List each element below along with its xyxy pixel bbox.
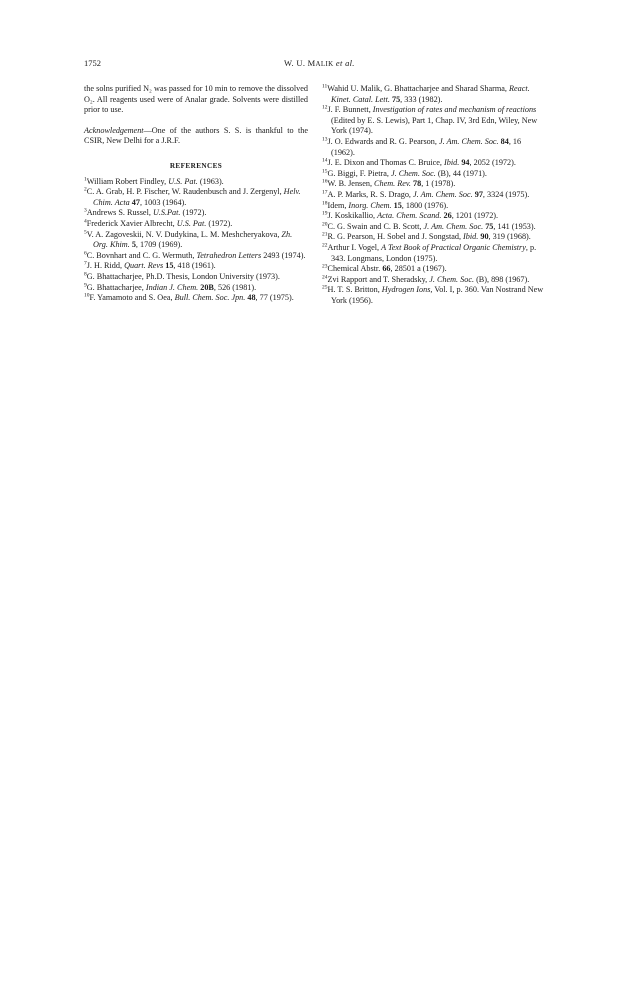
experimental-paragraph: the solns purified N₂ was passed for 10 min to remove the dissolved O₂. All reagents used were of Analar grade. Solvents were distilled prior to use. xyxy=(84,84,308,115)
reference-item xyxy=(322,275,544,286)
reference-authors: V. A. Zagoveskii, N. V. Dudykina, L. M. Meshcheryakova, xyxy=(86,229,282,239)
reference-details: , 1709 (1969). xyxy=(135,240,183,250)
reference-details: , 1800 (1976). xyxy=(401,200,449,210)
reference-volume: 97 xyxy=(474,189,483,199)
reference-authors: J. Koskikallio, xyxy=(327,211,378,221)
reference-details: 2493 (1974). xyxy=(261,250,306,260)
reference-item xyxy=(84,283,308,294)
reference-authors: G. Bhattacharjee, Ph.D. Thesis, London University (1973). xyxy=(86,271,280,281)
reference-item xyxy=(322,243,544,264)
reference-authors: G. Bhattacharjee, xyxy=(86,282,146,292)
reference-number: 8 xyxy=(84,271,87,278)
reference-item xyxy=(84,177,308,188)
reference-source: Inorg. Chem. xyxy=(348,200,392,210)
reference-source: U.S. Pat. xyxy=(168,176,198,186)
reference-number: 4 xyxy=(84,218,87,225)
reference-number: 12 xyxy=(322,104,328,111)
reference-details: (B), 44 (1971). xyxy=(435,168,487,178)
reference-details: , 333 (1982). xyxy=(400,94,443,104)
reference-authors: A. P. Marks, R. S. Drago, xyxy=(327,189,414,199)
reference-source: J. Chem. Soc. xyxy=(390,168,436,178)
reference-details: , 3324 (1975). xyxy=(482,189,530,199)
reference-number: 25 xyxy=(322,284,328,291)
references-list-right xyxy=(322,84,544,306)
reference-number: 5 xyxy=(84,228,87,235)
acknowledgement-label: Acknowledgement xyxy=(84,125,144,135)
reference-item xyxy=(322,190,544,201)
reference-item xyxy=(84,261,308,272)
reference-source: Tetrahedron Letters xyxy=(196,250,262,260)
reference-volume: 48 xyxy=(247,293,256,303)
reference-number: 11 xyxy=(322,83,328,90)
reference-details: , 526 (1981). xyxy=(213,282,257,292)
references-heading: REFERENCES xyxy=(169,161,223,170)
reference-number: 9 xyxy=(84,281,87,288)
reference-item xyxy=(322,211,544,222)
reference-details: , 1201 (1972). xyxy=(451,211,499,221)
reference-authors: C. Bovnhart and C. G. Wermuth, xyxy=(86,250,197,260)
reference-authors: J. F. Bunnett, xyxy=(327,105,373,115)
reference-number: 15 xyxy=(322,168,328,175)
acknowledgement-text: —One of the authors S. S. is thankful to the CSIR, New Delhi for a J.R.F. xyxy=(84,125,308,146)
reference-volume: 94 xyxy=(461,158,470,168)
reference-item xyxy=(322,285,544,306)
reference-source: U.S.Pat. xyxy=(152,208,181,218)
reference-authors: Frederick Xavier Albrecht, xyxy=(86,218,177,228)
reference-details: , 77 (1975). xyxy=(255,293,294,303)
reference-source: Chem. Rev. xyxy=(374,179,411,189)
reference-authors: C. A. Grab, H. P. Fischer, W. Raudenbusch and J. Zergenyl, xyxy=(86,187,284,197)
reference-number: 21 xyxy=(322,231,328,238)
reference-authors: William Robert Findley, xyxy=(86,176,169,186)
reference-number: 17 xyxy=(322,189,328,196)
reference-source: Hydrogen Ions xyxy=(381,285,431,295)
reference-source: Indian J. Chem. xyxy=(145,282,199,292)
reference-authors: Idem, xyxy=(327,200,349,210)
page-header xyxy=(84,56,538,70)
reference-item xyxy=(322,158,544,169)
reference-volume: 90 xyxy=(480,232,489,242)
reference-details: (1963). xyxy=(197,176,224,186)
reference-volume: 15 xyxy=(165,261,174,271)
reference-source: U.S. Pat. xyxy=(176,218,207,228)
reference-number: 20 xyxy=(322,220,328,227)
reference-authors: Zvi Rapport and T. Sheradsky, xyxy=(327,274,430,284)
reference-source: React. Kinet. Catal. Lett. xyxy=(331,84,530,104)
reference-authors: Wahid U. Malik, G. Bhattacharjee and Sharad Sharma, xyxy=(327,84,509,93)
reference-item xyxy=(322,264,544,275)
reference-item xyxy=(84,208,308,219)
reference-authors: W. B. Jensen, xyxy=(327,179,375,189)
page-number: 1752 xyxy=(84,58,101,68)
reference-details: , 2052 (1972). xyxy=(469,158,516,168)
reference-authors: J. O. Edwards and R. G. Pearson, xyxy=(327,136,439,146)
reference-volume: 75 xyxy=(391,94,401,104)
reference-volume: 84 xyxy=(500,136,509,146)
reference-authors: H. T. S. Britton, xyxy=(327,285,382,295)
left-column xyxy=(84,84,308,304)
reference-item xyxy=(322,201,544,212)
reference-number: 19 xyxy=(322,210,328,217)
reference-item xyxy=(84,187,308,208)
reference-number: 6 xyxy=(84,249,87,256)
acknowledgement-paragraph xyxy=(84,126,308,147)
reference-item xyxy=(322,137,544,158)
reference-number: 18 xyxy=(322,199,328,206)
reference-item xyxy=(84,230,308,251)
reference-volume: 26 xyxy=(443,211,452,221)
reference-details: , 1003 (1964). xyxy=(139,197,187,207)
reference-item xyxy=(322,179,544,190)
reference-volume: 75 xyxy=(485,221,494,231)
reference-details: , 141 (1953). xyxy=(493,221,536,231)
reference-details: , Vol. I, p. 360. Van Nostrand New York (1956). xyxy=(331,285,544,305)
reference-number: 13 xyxy=(322,136,328,143)
reference-volume: 78 xyxy=(413,179,422,189)
reference-item xyxy=(84,219,308,230)
reference-number: 1 xyxy=(84,175,87,182)
reference-item xyxy=(84,272,308,283)
reference-number: 10 xyxy=(84,292,90,299)
reference-authors: R. G. Pearson, H. Sobel and J. Songstad, xyxy=(327,232,464,242)
reference-source: Bull. Chem. Soc. Jpn. xyxy=(174,293,246,303)
reference-source: A Text Book of Practical Organic Chemistry xyxy=(381,242,526,252)
reference-source: Quart. Revs xyxy=(124,261,164,271)
reference-number: 7 xyxy=(84,260,87,267)
reference-number: 3 xyxy=(84,207,87,214)
reference-source: Ibid. xyxy=(463,232,479,242)
reference-source: J. Am. Chem. Soc. xyxy=(423,221,484,231)
reference-details: (B), 898 (1967). xyxy=(474,274,530,284)
reference-number: 24 xyxy=(322,273,328,280)
reference-authors: J. H. Ridd, xyxy=(86,261,125,271)
reference-source: J. Chem. Soc. xyxy=(429,274,475,284)
reference-authors: F. Yamamoto and S. Oea, xyxy=(89,293,175,303)
reference-details: , 418 (1961). xyxy=(173,261,216,271)
reference-volume: 5 xyxy=(131,240,136,250)
reference-details: (1972). xyxy=(180,208,207,218)
reference-volume: 47 xyxy=(131,197,140,207)
reference-details: , 28501 a (1967). xyxy=(390,264,447,274)
reference-item xyxy=(322,232,544,243)
reference-source: Helv. Chim. Acta xyxy=(93,187,301,207)
reference-source: J. Am. Chem. Soc. xyxy=(438,136,499,146)
reference-source: J. Am. Chem. Soc. xyxy=(413,189,473,199)
reference-source: Investigation of rates and mechanism of reactions xyxy=(372,105,537,115)
reference-number: 23 xyxy=(322,263,328,270)
reference-authors: C. G. Swain and C. B. Scott, xyxy=(327,221,424,231)
reference-details: , 1 (1978). xyxy=(421,179,456,189)
references-list-left xyxy=(84,177,308,304)
reference-item xyxy=(322,222,544,233)
reference-item xyxy=(322,105,544,137)
reference-details: , 16 (1962). xyxy=(331,136,522,157)
reference-details: (1972). xyxy=(206,218,233,228)
reference-source: Acta. Chem. Scand. xyxy=(377,211,442,221)
reference-number: 16 xyxy=(322,178,328,185)
right-column xyxy=(322,84,544,306)
reference-item xyxy=(322,84,544,105)
reference-item xyxy=(84,251,308,262)
reference-number: 22 xyxy=(322,242,328,249)
reference-volume: 66 xyxy=(382,264,391,274)
reference-authors: J. E. Dixon and Thomas C. Bruice, xyxy=(327,158,445,168)
reference-number: 14 xyxy=(322,157,328,164)
reference-number: 2 xyxy=(84,186,87,193)
reference-source: Ibid. xyxy=(444,158,460,168)
reference-authors: Chemical Abstr. xyxy=(327,264,383,274)
reference-details: , 319 (1968). xyxy=(488,232,531,242)
reference-authors: Andrews S. Russel, xyxy=(86,208,153,218)
reference-volume: 15 xyxy=(393,200,402,210)
running-head: W. U. MALIK et al. xyxy=(284,58,355,68)
reference-volume: 20B xyxy=(200,282,214,292)
reference-authors: G. Biggi, F. Pietra, xyxy=(327,168,391,178)
reference-details: (Edited by E. S. Lewis), Part 1, Chap. IV, 3rd Edn, Wiley, New York (1974). xyxy=(331,115,538,136)
reference-item xyxy=(84,293,308,304)
reference-item xyxy=(322,169,544,180)
reference-source: Zh. Org. Khim. xyxy=(93,229,293,250)
reference-details: , p. 343. Longmans, London (1975). xyxy=(331,242,537,263)
reference-authors: Arthur I. Vogel, xyxy=(327,242,382,252)
